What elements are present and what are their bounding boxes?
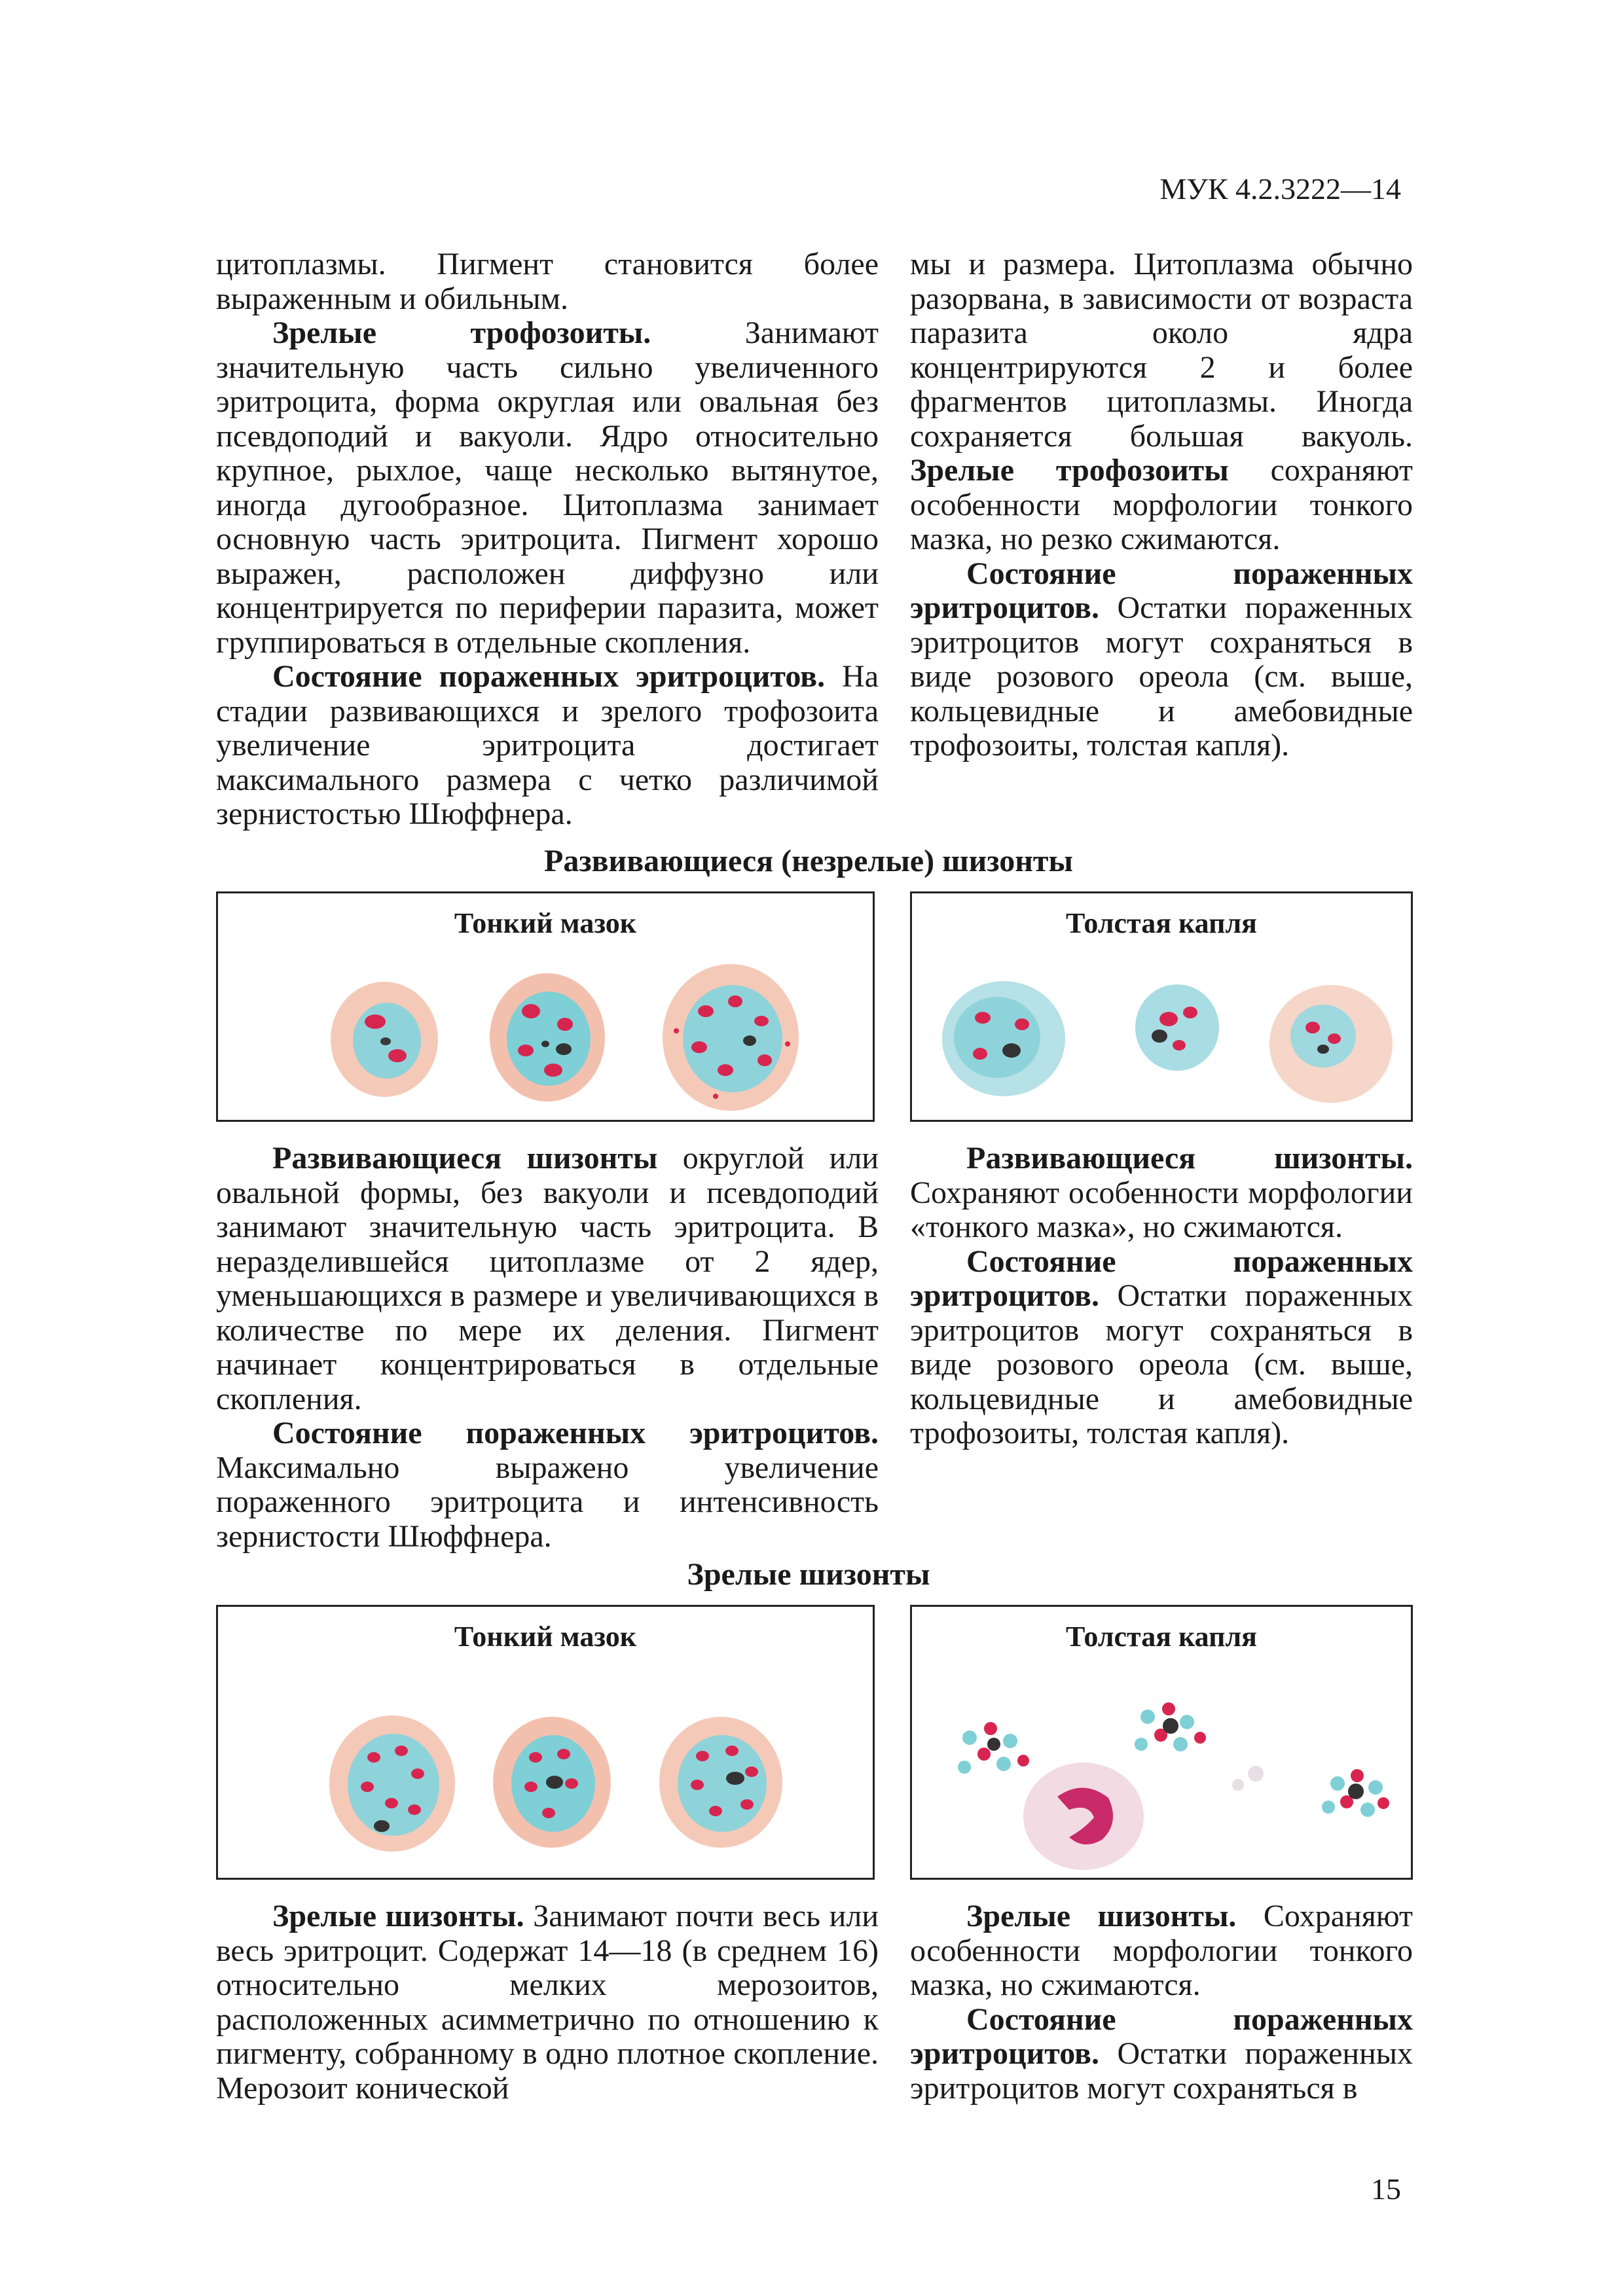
section2-left-column	[216, 1899, 879, 2106]
section-title-mature-schizonts: Зрелые шизонты	[687, 1557, 930, 1592]
figure-thin-smear-mature	[216, 1605, 875, 1880]
figure-label: Тонкий мазок	[454, 1621, 637, 1653]
text-run: Сохраняют особенности морфологии «тонкого мазка», но сжимаются.	[910, 1175, 1413, 1244]
figure-thin-smear-developing	[216, 891, 875, 1122]
paragraph	[910, 557, 1413, 763]
paragraph	[910, 1899, 1413, 2003]
text-run: цитоплазмы. Пигмент становится более выраженным и обильным.	[216, 247, 879, 316]
bold-term: Состояние пораженных эритроцитов.	[910, 2001, 1413, 2071]
figure-thick-drop-developing	[910, 891, 1413, 1122]
paragraph	[910, 1245, 1413, 1451]
paragraph	[216, 660, 879, 832]
rbc-cell-1	[329, 1715, 455, 1852]
rbc-cell-2	[493, 1717, 611, 1848]
cells-illustration	[912, 1607, 1415, 1882]
text-run: сохраняют особенности морфологии тонкого мазка, но резко сжимаются.	[910, 453, 1413, 556]
bold-term: Состояние пораженных эритроцитов.	[910, 1244, 1413, 1313]
rbc-cell-3	[663, 964, 799, 1111]
text-run: округлой или овальной формы, без вакуоли и псевдоподий занимают значительную часть эритроцита. В неразделившейся цитоплазме от 2 ядер, уменьшающихся в размере и увеличивающихся в количестве по мере их деления. Пигмент начинает концентрироваться в отдельные скопления.	[216, 1141, 879, 1416]
paragraph	[216, 1416, 879, 1554]
text-run: Занимают значительную часть сильно увеличенного эритроцита, форма округлая или овальная без псевдоподий и вакуоли. Ядро относительно крупное, рыхлое, чаще несколько вытянутое, иногда дугообразное. Цитоплазма занимает основную часть эритроцита. Пигмент хорошо выражен, расположен диффузно или концентрируется по периферии паразита, может группироваться в отдельные скопления.	[216, 315, 879, 660]
parasite-1	[942, 981, 1065, 1096]
cells-illustration	[218, 1607, 877, 1882]
text-run: Сохраняют особенности морфологии тонкого мазка, но сжимаются.	[910, 1899, 1413, 2002]
bold-term: Состояние пораженных эритроцитов.	[910, 556, 1413, 625]
top-right-column	[910, 247, 1413, 763]
parasite-3	[1269, 985, 1393, 1103]
leukocyte	[1023, 1763, 1144, 1870]
figure-label: Тонкий мазок	[454, 907, 637, 939]
page-number: 15	[1371, 2172, 1401, 2206]
paragraph	[216, 247, 879, 316]
bold-term: Состояние пораженных эритроцитов.	[272, 1416, 879, 1450]
paragraph	[216, 316, 879, 660]
rbc-cell-2	[490, 973, 605, 1102]
section1-right-column	[910, 1141, 1413, 1451]
paragraph	[216, 1141, 879, 1416]
bold-term: Развивающиеся шизонты	[272, 1141, 658, 1175]
merozoite-cluster-3	[1322, 1769, 1389, 1817]
bold-term: Зрелые шизонты.	[966, 1899, 1237, 1933]
merozoite-cluster-1	[958, 1722, 1029, 1774]
bold-term: Зрелые трофозоиты	[910, 453, 1229, 488]
text-run: Остатки пораженных эритроцитов могут сохраняться в виде розового ореола (см. выше, кольцевидные и амебовидные трофозоиты, толстая капля).	[910, 590, 1413, 762]
figure-label: Толстая капля	[1066, 1621, 1257, 1653]
platelets	[1232, 1766, 1264, 1791]
paragraph	[910, 247, 1413, 557]
merozoite-cluster-2	[1135, 1702, 1206, 1751]
section-title-developing-schizonts: Развивающиеся (незрелые) шизонты	[544, 844, 1073, 878]
text-run: Занимают почти весь или весь эритроцит. Содержат 14—18 (в среднем 16) относительно мелких мерозоитов, расположенных асимметрично по отношению к пигменту, собранному в одно плотное скопление. Мерозоит конической	[216, 1899, 879, 2106]
rbc-cell-1	[331, 982, 438, 1097]
parasite-2	[1135, 984, 1219, 1071]
paragraph	[910, 2003, 1413, 2106]
bold-term: Состояние пораженных эритроцитов.	[272, 659, 826, 694]
top-left-column	[216, 247, 879, 832]
section2-right-column	[910, 1899, 1413, 2106]
bold-term: Зрелые трофозоиты.	[272, 315, 651, 350]
section1-left-column	[216, 1141, 879, 1554]
bold-term: Развивающиеся шизонты.	[966, 1141, 1413, 1175]
text-run: Максимально выражено увеличение пораженного эритроцита и интенсивность зернистости Шюффнера.	[216, 1450, 879, 1554]
text-run: Остатки пораженных эритроцитов могут сохраняться в виде розового ореола (см. выше, кольцевидные и амебовидные трофозоиты, толстая капля).	[910, 1278, 1413, 1450]
text-run: Остатки пораженных эритроцитов могут сохраняться в	[910, 2036, 1413, 2106]
running-head: МУК 4.2.3222—14	[1159, 172, 1401, 206]
paragraph	[910, 1141, 1413, 1245]
rbc-cell-3	[659, 1717, 782, 1848]
cells-illustration	[218, 893, 877, 1124]
figure-label: Толстая капля	[1066, 907, 1257, 939]
text-run: мы и размера. Цитоплазма обычно разорвана, в зависимости от возраста паразита около ядра концентрируются 2 и более фрагментов цитоплазмы. Иногда сохраняется большая вакуоль.	[910, 247, 1413, 454]
paragraph	[216, 1899, 879, 2106]
cells-illustration	[912, 893, 1415, 1124]
bold-term: Зрелые шизонты.	[272, 1899, 524, 1933]
text-run: На стадии развивающихся и зрелого трофозоита увеличение эритроцита достигает максимального размера с четко различимой зернистостью Шюффнера.	[216, 659, 879, 831]
figure-thick-drop-mature	[910, 1605, 1413, 1880]
